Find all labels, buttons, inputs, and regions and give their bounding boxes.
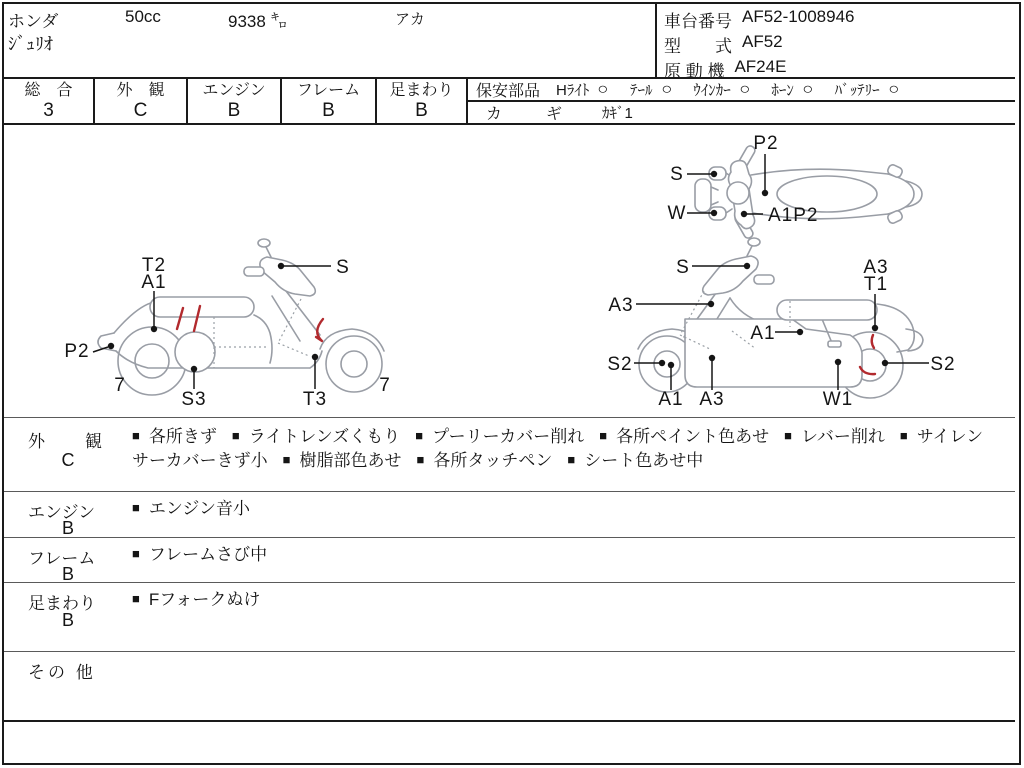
section-notes [132,425,1000,473]
key-row [468,102,1015,123]
bullet-square-icon: ■ [231,428,240,443]
model-name: ｼﾞｭﾘｵ [8,34,53,54]
status-circle: ○ [597,80,609,98]
mark-s-right: S [676,257,690,278]
top-view-diagram [668,133,922,240]
ratings-row [4,77,1015,125]
rating-value: B [415,100,428,121]
model-code: AF52 [742,32,783,51]
mark-s2-rear: S2 [930,354,956,375]
safety-parts-box [468,79,1015,123]
mark-s-left: S [336,257,350,278]
mark-w1: W1 [822,389,854,410]
maker-name: ホンダ [8,12,59,31]
rating-engine [188,79,282,123]
defect-note: ■ プーリーカバー削れ [415,427,585,446]
model-code-row [664,32,783,57]
section-notes [132,588,1000,612]
mirror [748,238,760,246]
mark-t3: T3 [302,389,328,410]
bullet-square-icon: ■ [784,428,793,443]
rating-label: フレーム [296,82,361,99]
chassis-number: AF52-1008946 [742,7,855,26]
chassis-label: 車台番号 [664,12,732,31]
chassis-row [664,7,854,32]
divider [4,491,1015,492]
mark-front-tire: 7 [379,375,391,396]
seat [777,300,877,320]
section-grade: B [61,610,74,630]
mirror [258,239,270,247]
bullet-square-icon: ■ [132,591,140,606]
rating-value: 3 [43,100,54,121]
section-label: 外 観 [28,432,104,451]
safety-part-winker: ｳｲﾝｶｰ ○ [693,80,751,99]
damage-diagram [4,121,1015,417]
rating-exterior [95,79,188,123]
key-label: カ ギ [486,106,577,123]
defect-note: ■ フレームさび中 [132,545,268,564]
safety-part-battery: ﾊﾞｯﾃﾘｰ ○ [834,80,900,99]
defect-note: ■ 樹脂部色あせ [282,451,402,470]
divider [4,417,1015,418]
defect-note: ■ 各所タッチペン [416,451,553,470]
status-circle: ○ [739,80,751,98]
section-grade: B [61,564,74,584]
defect-note: ■ シート色あせ中 [567,451,704,470]
rating-value: B [322,100,335,121]
mark-a1p2-top: A1P2 [768,205,819,226]
engine-code-label: 原 動 機 [664,62,725,81]
bullet-square-icon: ■ [132,500,140,515]
defect-note: ■ Fフォークぬけ [132,590,261,609]
divider [4,582,1015,583]
divider [4,537,1015,538]
rating-label: エンジン [202,82,266,99]
bullet-square-icon: ■ [132,546,140,561]
section-label: エンジン [28,503,96,522]
safety-part-horn: ﾎｰﾝ ○ [771,80,814,99]
bullet-square-icon: ■ [415,428,424,443]
safety-part-headlight: Hﾗｲﾄ ○ [556,80,609,99]
divider [4,651,1015,652]
mark-a1-front-wheel: A1 [658,389,684,410]
kick-pedal [828,341,841,347]
mark-s-top: S [670,164,684,185]
defect-note: ■ 各所ペイント色あせ [599,427,770,446]
inspection-sheet [2,2,1021,765]
rating-frame [282,79,377,123]
mark-rear-tire: 7 [114,375,126,396]
safety-parts-label: 保安部品 [476,83,541,100]
status-circle: ○ [660,80,672,98]
mark-a3-lower: A3 [699,389,725,410]
mark-t1: T1 [863,274,889,295]
section-label: 足まわり [28,594,96,613]
mark-s3: S3 [181,389,207,410]
rating-overall [4,79,95,123]
damage-mark [316,319,323,341]
section-label: その 他 [28,663,96,682]
mark-a1-left: A1 [141,272,167,293]
displacement: 50cc [125,7,161,26]
safety-part-tail: ﾃｰﾙ ○ [630,80,672,99]
mileage: 9338 ㌔ [228,12,288,31]
section-grade: C [61,450,75,470]
header-divider [655,4,657,77]
headlight [727,182,749,204]
defect-note: ■ サイレンサーカバーきず小 [132,427,984,470]
mark-p2-left: P2 [64,341,90,362]
bullet-square-icon: ■ [416,452,425,467]
mark-s2-front: S2 [607,354,633,375]
rating-label: 足まわり [389,82,454,99]
handlebar-cover [260,257,315,296]
defect-note: ■ ライトレンズくもり [231,427,401,446]
rating-value: B [227,100,241,121]
rating-label: 外 観 [116,82,165,99]
mark-a3-front: A3 [608,295,634,316]
section-grade: B [61,518,74,538]
seat [150,297,254,317]
bullet-square-icon: ■ [567,452,576,467]
status-circle: ○ [887,80,900,98]
defect-note: ■ レバー削れ [784,427,885,446]
defect-note: ■ 各所きず [132,427,217,446]
rating-label: 総 合 [24,82,73,99]
bullet-square-icon: ■ [132,428,140,443]
status-circle: ○ [802,80,814,98]
model-code-label: 型 式 [664,37,732,56]
handlebar-cover [703,256,758,295]
mark-w-top: W [667,203,687,224]
section-notes [132,497,1000,521]
mark-a1-floor: A1 [750,323,776,344]
bullet-square-icon: ■ [899,428,908,443]
safety-parts-row [468,79,1015,102]
mark-t2: T2 [141,255,167,276]
defect-note: ■ エンジン音小 [132,499,251,518]
rating-value: C [133,100,148,121]
section-label: フレーム [28,549,96,568]
thick-divider [4,720,1015,722]
rating-undercarriage [377,79,468,123]
bullet-square-icon: ■ [282,452,291,467]
engine-code: AF24E [734,57,787,76]
mark-a3-rear: A3 [863,257,889,278]
body-color: アカ [395,11,425,28]
mark-p2-top: P2 [753,133,779,154]
key-value: ｶｷﾞ1 [602,105,633,122]
left-view-diagram [64,239,390,410]
grip [244,267,264,276]
grip [754,275,774,284]
right-view-diagram [607,238,955,410]
bullet-square-icon: ■ [599,428,608,443]
section-notes [132,543,1000,567]
